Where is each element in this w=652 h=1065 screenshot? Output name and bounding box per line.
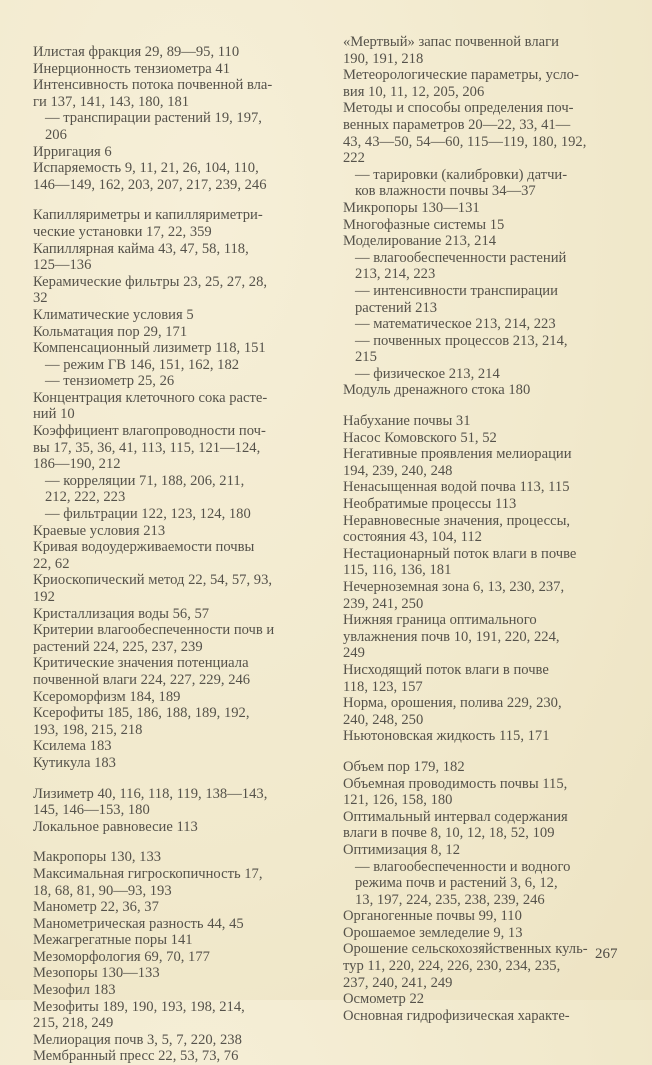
right-column bbox=[343, 34, 633, 1024]
index-entry: Ненасыщенная водой почва 113, 115 bbox=[343, 479, 570, 496]
index-entry: Ксилема 183 bbox=[33, 738, 112, 755]
index-entry: Критерии влагообеспеченности почв и растений 224, 225, 237, 239 bbox=[33, 622, 275, 655]
index-entry: Лизиметр 40, 116, 118, 119, 138—143, 145, 146—153, 180 bbox=[33, 785, 268, 819]
index-subentry: — математическое 213, 214, 223 bbox=[355, 316, 556, 333]
index-entry: Климатические условия 5 bbox=[33, 306, 194, 323]
section-gap bbox=[33, 193, 323, 207]
index-entry: Коэффициент влагопроводности поч- вы 17, 35, 36, 41, 113, 115, 121—124, 186—190, 212 bbox=[33, 423, 266, 473]
page-number: 267 bbox=[595, 946, 618, 962]
index-subentry: — физическое 213, 214 bbox=[355, 365, 500, 382]
index-entry: Неравновесные значения, процессы, состояния 43, 104, 112 bbox=[343, 512, 571, 546]
index-subentry: — интенсивности транспирации растений 213 bbox=[355, 282, 558, 316]
index-entry: Инерционность тензиометра 41 bbox=[33, 60, 231, 77]
section-gap bbox=[33, 772, 323, 786]
index-entry: Необратимые процессы 113 bbox=[343, 496, 517, 513]
index-entry: Многофазные системы 15 bbox=[343, 216, 505, 233]
index-entry: Ксероморфизм 184, 189 bbox=[33, 688, 181, 705]
section-gap bbox=[343, 745, 633, 759]
index-entry: Оптимизация 8, 12 bbox=[343, 841, 460, 858]
index-entry: Оптимальный интервал содержания влаги в почве 8, 10, 12, 18, 52, 109 bbox=[343, 808, 568, 842]
index-subentry: — влагообеспеченности и водного режима почв и растений 3, 6, 12, 13, 197, 224, 235, 238, 239, 246 bbox=[355, 858, 571, 908]
index-entry: Нижняя граница оптимального увлажнения почв 10, 191, 220, 224, 249 bbox=[343, 612, 560, 662]
index-entry: Нисходящий поток влаги в почве 118, 123, 157 bbox=[343, 661, 549, 695]
index-entry: Микропоры 130—131 bbox=[343, 199, 480, 216]
index-entry: Испаряемость 9, 11, 21, 26, 104, 110, 146—149, 162, 203, 207, 217, 239, 246 bbox=[33, 160, 267, 193]
index-section bbox=[343, 413, 633, 745]
index-entry: Мезофиты 189, 190, 193, 198, 214, 215, 218, 249 bbox=[33, 998, 245, 1032]
index-subentry: — влагообеспеченности растений 213, 214, 223 bbox=[355, 249, 567, 283]
index-entry: Метеорологические параметры, усло- вия 10, 11, 12, 205, 206 bbox=[343, 67, 579, 100]
index-subentry: — фильтрации 122, 123, 124, 180 bbox=[45, 506, 251, 523]
index-subentry: — корреляции 71, 188, 206, 211, 212, 222, 223 bbox=[45, 472, 245, 506]
index-section bbox=[33, 207, 323, 771]
index-entry: Ньютоновская жидкость 115, 171 bbox=[343, 728, 550, 745]
index-entry: Негативные проявления мелиорации 194, 239, 240, 248 bbox=[343, 446, 572, 479]
index-entry: Кутикула 183 bbox=[33, 754, 116, 771]
index-entry: Илистая фракция 29, 89—95, 110 bbox=[33, 44, 240, 60]
index-entry: Орошение сельскохозяйственных куль- тур 11, 220, 224, 226, 230, 234, 235, 237, 240, 241, 249 bbox=[343, 941, 588, 991]
index-entry: Кристаллизация воды 56, 57 bbox=[33, 605, 210, 622]
index-entry: Органогенные почвы 99, 110 bbox=[343, 908, 522, 925]
index-section bbox=[33, 849, 323, 1065]
index-entry: Норма, орошения, полива 229, 230, 240, 248, 250 bbox=[343, 695, 562, 728]
index-entry: Моделирование 213, 214 bbox=[343, 233, 497, 250]
index-entry: Кольматация пор 29, 171 bbox=[33, 323, 188, 340]
left-column bbox=[33, 44, 323, 1065]
index-entry: Мелиорация почв 3, 5, 7, 220, 238 bbox=[33, 1031, 242, 1048]
index-entry: «Мертвый» запас почвенной влаги 190, 191, 218 bbox=[343, 34, 559, 67]
index-entry: Модуль дренажного стока 180 bbox=[343, 382, 531, 399]
index-entry: Орошаемое земледелие 9, 13 bbox=[343, 924, 523, 941]
index-entry: Криоскопический метод 22, 54, 57, 93, 192 bbox=[33, 572, 273, 605]
index-section bbox=[33, 44, 323, 193]
index-subentry: — тарировки (калибровки) датчи- ков влажности почвы 34—37 bbox=[355, 166, 568, 200]
index-entry: Компенсационный лизиметр 118, 151 bbox=[33, 340, 266, 357]
index-entry: Капилляриметры и капилляриметри- ческие установки 17, 22, 359 bbox=[33, 207, 263, 240]
index-entry: Нестационарный поток влаги в почве 115, 116, 136, 181 bbox=[343, 545, 577, 579]
index-entry: Нечерноземная зона 6, 13, 230, 237, 239, 241, 250 bbox=[343, 579, 565, 612]
index-entry: Объемная проводимость почвы 115, 121, 126, 158, 180 bbox=[343, 775, 568, 809]
index-section bbox=[33, 786, 323, 836]
index-entry: Объем пор 179, 182 bbox=[343, 758, 465, 775]
index-entry: Набухание почвы 31 bbox=[343, 413, 471, 430]
index-entry: Основная гидрофизическая характе- bbox=[343, 1007, 570, 1024]
index-entry: Методы и способы определения поч- венных параметров 20—22, 33, 41— 43, 43—50, 54—60, 115—119, 180, 192, 222 bbox=[343, 100, 587, 167]
index-entry: Мембранный пресс 22, 53, 73, 76 bbox=[33, 1048, 239, 1065]
index-subentry: — почвенных процессов 213, 214, 215 bbox=[355, 332, 568, 366]
index-entry: Ирригация 6 bbox=[33, 143, 112, 160]
index-subentry: — режим ГВ 146, 151, 162, 182 bbox=[45, 356, 240, 373]
section-gap bbox=[343, 399, 633, 413]
index-section bbox=[343, 759, 633, 1025]
index-entry: Макропоры 130, 133 bbox=[33, 849, 162, 866]
index-entry: Керамические фильтры 23, 25, 27, 28, 32 bbox=[33, 273, 268, 307]
index-section bbox=[343, 34, 633, 399]
index-entry: Капиллярная кайма 43, 47, 58, 118, 125—136 bbox=[33, 240, 249, 274]
index-entry: Манометр 22, 36, 37 bbox=[33, 899, 159, 916]
index-entry: Критические значения потенциала почвенной влаги 224, 227, 229, 246 bbox=[33, 655, 251, 688]
index-entry: Ксерофиты 185, 186, 188, 189, 192, 193, 198, 215, 218 bbox=[33, 705, 250, 738]
index-subentry: — тензиометр 25, 26 bbox=[45, 373, 175, 390]
section-gap bbox=[33, 835, 323, 849]
index-entry: Насос Комовского 51, 52 bbox=[343, 429, 497, 446]
index-entry: Мезофил 183 bbox=[33, 982, 116, 999]
index-entry: Концентрация клеточного сока расте- ний 10 bbox=[33, 389, 268, 423]
index-subentry: — транспирации растений 19, 197, 206 bbox=[45, 110, 262, 143]
index-entry: Мезоморфология 69, 70, 177 bbox=[33, 948, 210, 965]
index-entry: Локальное равновесие 113 bbox=[33, 818, 198, 835]
index-entry: Манометрическая разность 44, 45 bbox=[33, 915, 244, 932]
index-entry: Интенсивность потока почвенной вла- ги 137, 141, 143, 180, 181 bbox=[33, 77, 273, 110]
index-entry: Максимальная гигроскопичность 17, 18, 68, 81, 90—93, 193 bbox=[33, 865, 263, 899]
index-entry: Кривая водоудерживаемости почвы 22, 62 bbox=[33, 539, 255, 572]
index-entry: Межагрегатные поры 141 bbox=[33, 932, 193, 949]
index-entry: Осмометр 22 bbox=[343, 991, 425, 1008]
index-entry: Краевые условия 213 bbox=[33, 522, 166, 539]
index-entry: Мезопоры 130—133 bbox=[33, 965, 160, 982]
